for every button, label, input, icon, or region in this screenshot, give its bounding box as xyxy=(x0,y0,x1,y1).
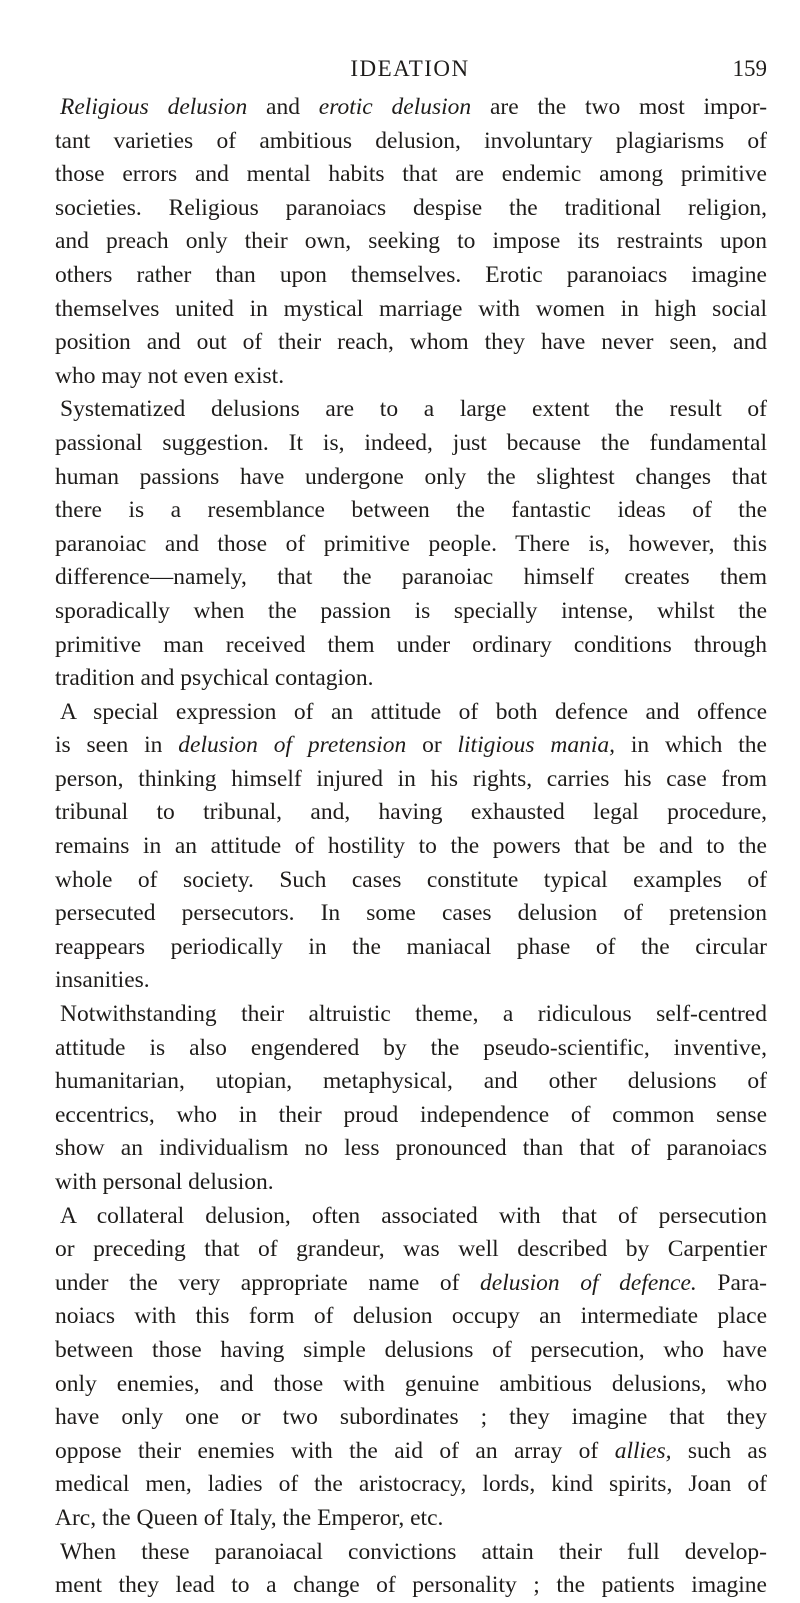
text-run: Para- xyxy=(696,1269,767,1296)
text-line xyxy=(55,1200,767,1234)
italic-term: delusion of defence. xyxy=(480,1269,697,1296)
text-run: When these paranoiacal convictions attain their full develop- xyxy=(60,1538,767,1565)
text-run: remains in an attitude of hostility to the powers that be and to the xyxy=(55,833,767,860)
text-line xyxy=(55,427,767,461)
text-run: societies. Religious paranoiacs despise the traditional religion, xyxy=(55,194,767,221)
text-line xyxy=(55,561,767,595)
text-line xyxy=(55,1435,767,1469)
text-line xyxy=(55,259,767,293)
italic-term: delusion of pretension xyxy=(178,732,407,759)
text-line xyxy=(55,729,767,763)
text-run: have only one or two subordinates ; they imagine that they xyxy=(55,1404,767,1431)
text-line xyxy=(55,897,767,931)
italic-term: erotic delusion xyxy=(318,94,472,120)
body-text xyxy=(55,91,767,1603)
text-line xyxy=(55,461,767,495)
text-line xyxy=(55,1032,767,1066)
text-line xyxy=(55,1233,767,1267)
text-line xyxy=(55,998,767,1032)
text-line xyxy=(55,1065,767,1099)
text-line xyxy=(55,393,767,427)
text-run: insanities. xyxy=(55,967,150,994)
text-line xyxy=(55,1300,767,1334)
text-run: ment they lead to a change of personality ; the patients imagine xyxy=(55,1572,767,1599)
text-run: only enemies, and those with genuine ambitious delusions, who xyxy=(55,1370,767,1397)
text-run: difference—namely, that the paranoiac himself creates them xyxy=(55,564,767,591)
text-line xyxy=(55,1368,767,1402)
text-run: who may not even exist. xyxy=(55,362,285,389)
text-line xyxy=(55,360,767,394)
text-run: Arc, the Queen of Italy, the Emperor, etc. xyxy=(55,1504,444,1531)
text-line xyxy=(55,1099,767,1133)
text-line xyxy=(55,1536,767,1570)
text-run: reappears periodically in the maniacal phase of the circular xyxy=(55,933,767,960)
text-run: is seen in xyxy=(55,732,179,759)
text-run: Notwithstanding their altruistic theme, a ridiculous self-centred xyxy=(60,1001,767,1028)
text-run: passional suggestion. It is, indeed, just because the fundamental xyxy=(55,429,767,456)
text-line xyxy=(55,1334,767,1368)
text-run: noiacs with this form of delusion occupy an intermediate place xyxy=(55,1303,767,1330)
text-line xyxy=(55,763,767,797)
text-run: tant varieties of ambitious delusion, involuntary plagiarisms of xyxy=(55,127,767,154)
text-run: show an individualism no less pronounced than that of paranoiacs xyxy=(55,1135,767,1162)
text-run: themselves united in mystical marriage with women in high social xyxy=(55,295,767,322)
text-run: others rather than upon themselves. Erotic paranoiacs imagine xyxy=(55,261,767,288)
text-run: Systematized delusions are to a large extent the result of xyxy=(60,396,767,423)
text-line xyxy=(55,796,767,830)
text-run: primitive man received them under ordinary conditions through xyxy=(55,631,767,658)
text-run: persecuted persecutors. In some cases delusion of pretension xyxy=(55,900,767,927)
text-run: tribunal to tribunal, and, having exhausted legal procedure, xyxy=(55,799,767,826)
text-line xyxy=(55,595,767,629)
text-run: oppose their enemies with the aid of an array of xyxy=(55,1437,615,1464)
text-line xyxy=(55,326,767,360)
text-run: attitude is also engendered by the pseudo-scientific, inventive, xyxy=(55,1034,767,1061)
text-line xyxy=(55,830,767,864)
text-run: between those having simple delusions of persecution, who have xyxy=(55,1336,767,1363)
text-run: those errors and mental habits that are endemic among primitive xyxy=(55,161,767,188)
text-run: such as xyxy=(671,1437,767,1464)
text-run: A special expression of an attitude of both defence and offence xyxy=(60,698,767,725)
running-title: IDEATION xyxy=(350,56,470,81)
text-run: tradition and psychical contagion. xyxy=(55,665,374,692)
text-line xyxy=(55,225,767,259)
text-run: with personal delusion. xyxy=(55,1169,274,1195)
italic-term: allies, xyxy=(614,1437,672,1464)
italic-term: Religious delusion xyxy=(60,94,248,120)
text-line xyxy=(55,1267,767,1301)
text-line xyxy=(55,1502,767,1536)
text-line xyxy=(55,1166,767,1200)
text-run: or xyxy=(406,732,458,759)
text-line xyxy=(55,662,767,696)
text-run: and xyxy=(247,94,319,120)
text-line xyxy=(55,964,767,998)
text-run: under the very appropriate name of xyxy=(55,1269,481,1296)
text-line xyxy=(55,494,767,528)
text-line xyxy=(55,864,767,898)
italic-term: litigious mania, xyxy=(457,732,616,759)
text-run: there is a resemblance between the fantastic ideas of the xyxy=(55,497,767,524)
text-line xyxy=(55,1569,767,1603)
text-run: are the two most impor- xyxy=(471,94,768,120)
text-line xyxy=(55,528,767,562)
text-run: humanitarian, utopian, metaphysical, and other delusions of xyxy=(55,1068,767,1095)
text-run: human passions have undergone only the slightest changes that xyxy=(55,463,767,490)
text-line xyxy=(55,1132,767,1166)
text-line xyxy=(55,696,767,730)
text-run: eccentrics, who in their proud independence of common sense xyxy=(55,1101,767,1128)
text-run: medical men, ladies of the aristocracy, lords, kind spirits, Joan of xyxy=(55,1471,767,1498)
text-run: and preach only their own, seeking to impose its restraints upon xyxy=(55,228,767,255)
text-run: person, thinking himself injured in his rights, carries his case from xyxy=(55,765,767,792)
text-run: position and out of their reach, whom they have never seen, and xyxy=(55,329,767,356)
text-run: sporadically when the passion is specially intense, whilst the xyxy=(55,597,767,624)
text-line xyxy=(55,158,767,192)
text-line xyxy=(55,91,767,125)
text-run: in which the xyxy=(615,732,767,759)
text-run: A collateral delusion, often associated with that of persecution xyxy=(60,1202,767,1229)
text-line xyxy=(55,1401,767,1435)
running-head xyxy=(55,56,765,84)
text-run: or preceding that of grandeur, was well described by Carpentier xyxy=(55,1236,767,1263)
text-line xyxy=(55,1468,767,1502)
text-line xyxy=(55,931,767,965)
text-run: whole of society. Such cases constitute typical examples of xyxy=(55,866,767,893)
page-number: 159 xyxy=(732,56,767,81)
text-line xyxy=(55,125,767,159)
text-line xyxy=(55,293,767,327)
text-run: paranoiac and those of primitive people. There is, however, this xyxy=(55,530,767,557)
text-line xyxy=(55,192,767,226)
text-line xyxy=(55,629,767,663)
